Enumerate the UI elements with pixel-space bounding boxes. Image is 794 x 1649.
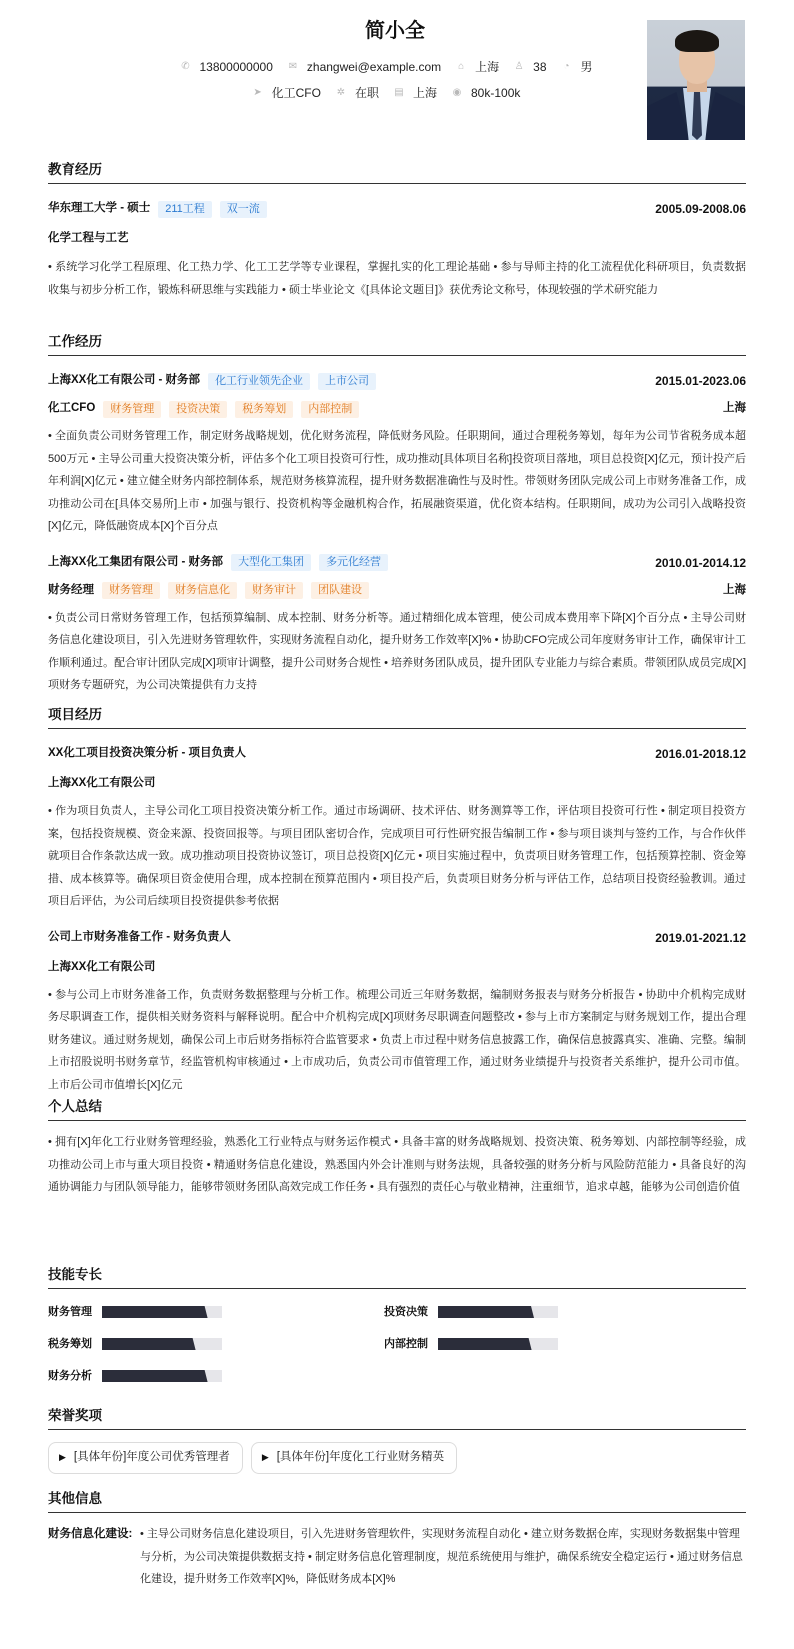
skill-bar-fill xyxy=(438,1306,534,1318)
candidate-name: 简小全 xyxy=(365,20,425,42)
salary: 80k-100k xyxy=(471,86,521,100)
section-education xyxy=(48,160,746,301)
target-position xyxy=(252,84,321,102)
other-info-item xyxy=(48,1523,746,1591)
award-label: [具体年份]年度化工行业财务精英 xyxy=(276,1451,445,1464)
gender: 男 xyxy=(580,60,593,74)
work-date: 2015.01-2023.06 xyxy=(655,374,746,388)
skill-tag: 财务审计 xyxy=(245,582,303,599)
education-date: 2005.09-2008.06 xyxy=(655,202,746,216)
work-company-row xyxy=(48,552,746,574)
building-icon: ▤ xyxy=(394,87,404,98)
skill-label: 财务分析 xyxy=(48,1369,92,1382)
skill-tag: 财务管理 xyxy=(103,401,161,418)
company-tag: 多元化经营 xyxy=(319,554,388,571)
skill-bar-track xyxy=(438,1306,558,1318)
age-icon: ♙ xyxy=(514,61,524,72)
project-entry xyxy=(48,743,746,913)
contact-row-2 xyxy=(48,84,746,102)
skill-item xyxy=(48,1301,384,1323)
company-tag: 大型化工集团 xyxy=(231,554,311,571)
education-entry-header xyxy=(48,198,746,220)
work-description: • 负责公司日常财务管理工作，包括预算编制、成本控制、财务分析等。通过精细化成本管理，使公司成本费用率下降[X]个百分点 • 主导公司财务信息化建设项目，引入先进财务管理软件，实现财务流程自动化，提升财务工作效率[X]% • 协助CFO完成公司年度财务审计工作，确保审计工作顺利通过。配合审计团队完成[X]项审计调整，提升公司财务合规性 • 培养财务团队成员，提升团队专业能力与综合素质。带领团队成员完成[X]项财务专题研究，为公司决策提供有力支持 xyxy=(48,611,746,691)
project-entry xyxy=(48,927,746,1097)
project-date: 2019.01-2021.12 xyxy=(655,930,746,945)
company-name: 上海XX化工集团有限公司 - 财务部 xyxy=(48,555,224,568)
section-awards xyxy=(48,1406,746,1474)
contact-email xyxy=(287,58,441,76)
project-header-row xyxy=(48,743,746,765)
skill-label: 投资决策 xyxy=(384,1305,428,1318)
skill-tag: 团队建设 xyxy=(311,582,369,599)
skill-tag: 财务管理 xyxy=(102,582,160,599)
age: 38 xyxy=(533,60,547,74)
work-entry xyxy=(48,552,746,697)
project-org-row xyxy=(48,773,746,795)
email-address: zhangwei@example.com xyxy=(306,60,442,74)
section-title: 荣誉奖项 xyxy=(48,1406,746,1430)
location: 上海 xyxy=(475,60,500,74)
skill-item xyxy=(384,1301,720,1323)
award-item[interactable] xyxy=(251,1442,457,1474)
contact-phone xyxy=(179,58,272,76)
project-date: 2016.01-2018.12 xyxy=(655,747,746,761)
school-tag: 211工程 xyxy=(158,201,212,218)
project-org: 上海XX化工有限公司 xyxy=(48,777,156,790)
award-item[interactable] xyxy=(48,1442,243,1474)
summary-text: • 拥有[X]年化工行业财务管理经验，熟悉化工行业特点与财务运作模式 • 具备丰富的财务战略规划、投资决策、税务筹划、内部控制等经验，成功推动公司上市与重大项目投资 • 精通财务信息化建设，熟悉国内外会计准则与财务法规，具备较强的财务分析与风险防范能力 • 具备良好的沟通协调能力与团队领导能力，能够带领财务团队高效完成工作任务 • 具有强烈的责任心与敬业精神，注重细节，追求卓越，能够为公司创造价值 xyxy=(48,1136,746,1193)
section-summary xyxy=(48,1097,746,1199)
skill-tag: 财务信息化 xyxy=(168,582,237,599)
major-row xyxy=(48,228,746,250)
other-info-text: • 主导公司财务信息化建设项目，引入先进财务管理软件，实现财务流程自动化 • 建立财务数据仓库，实现财务数据集中管理与分析，为公司决策提供数据支持 • 制定财务信息化管理制度，规范系统使用与维护，确保系统安全稳定运行 • 通过财务信息化建设，提升财务工作效率[X]%，降低财务成本[X]% xyxy=(140,1528,743,1585)
home-icon: ⌂ xyxy=(458,61,465,72)
company-tag: 化工行业领先企业 xyxy=(208,373,310,390)
section-title: 其他信息 xyxy=(48,1489,746,1513)
skill-bar-track xyxy=(102,1306,222,1318)
project-description: • 参与公司上市财务准备工作，负责财务数据整理与分析工作。梳理公司近三年财务数据，编制财务报表与财务分析报告 • 协助中介机构完成财务尽职调查工作，提供相关财务资料与解释说明。配合中介机构完成[X]项财务尽职调查问题整改 • 参与上市方案制定与财务规划工作，提出合理财务建议。通过财务规划，确保公司上市后财务指标符合监管要求 • 负责上市过程中财务信息披露工作，确保信息披露真实、准确、完整。编制上市招股说明书财务章节，经监管机构审核通过 • 上市成功后，负责公司市值管理工作，通过财务业绩提升与投资者关系维护，提升公司市值。上市后公司市值增长[X]亿元 xyxy=(48,988,746,1091)
section-projects xyxy=(48,705,746,1096)
section-other-info xyxy=(48,1489,746,1591)
work-role-row xyxy=(48,398,746,420)
contact-gender xyxy=(561,58,593,76)
skill-label: 内部控制 xyxy=(384,1337,428,1350)
skill-item xyxy=(48,1333,384,1355)
expected-salary xyxy=(451,84,520,102)
skill-bar-track xyxy=(438,1338,558,1350)
job-title: 财务经理 xyxy=(48,583,94,596)
school-degree: 华东理工大学 - 硕士 xyxy=(48,202,151,215)
skill-bar-fill xyxy=(438,1338,532,1350)
work-location: 上海 xyxy=(723,583,746,596)
project-description: • 作为项目负责人，主导公司化工项目投资决策分析工作。通过市场调研、技术评估、财务测算等工作，评估项目投资可行性 • 制定项目投资方案，包括投资规模、资金来源、投资回报等。与项目团队密切合作，完成项目可行性研究报告编制工作 • 参与项目谈判与签约工作，与合作伙伴就项目合作条款达成一致。成功推动项目投资协议签订，项目总投资[X]亿元 • 项目实施过程中，负责项目财务管理工作，包括预算控制、资金筹措、成本核算等。确保项目资金使用合理，成本控制在预算范围内 • 项目投产后，负责项目财务分析与评估工作，总结项目投资经验教训。通过项目后评估，为公司后续项目投资提供参考依据 xyxy=(48,805,746,907)
work-description: • 全面负责公司财务管理工作，制定财务战略规划，优化财务流程，降低财务风险。任职期间，通过合理税务筹划，每年为公司节省税务成本超500万元 • 主导公司重大投资决策分析，评估多个化工项目投资可行性，成功推动[具体项目名称]投资项目落地，项目总投资[X]亿元，预计投产后年利润[X]亿元 • 建立健全财务内部控制体系，规范财务核算流程，提升财务数据准确性与及时性。带领财务团队完成公司上市财务准备工作，成功推动公司在[具体交易所]上市 • 加强与银行、投资机构等金融机构合作，拓展融资渠道，优化资本结构。任职期间，成功为公司引入战略投资[X]亿元，降低融资成本[X]个百分点 xyxy=(48,430,746,532)
photo-hair xyxy=(675,30,719,52)
mail-icon: ✉ xyxy=(288,61,298,72)
contact-location xyxy=(455,58,499,76)
phone-number: 13800000000 xyxy=(199,60,273,74)
skill-label: 税务筹划 xyxy=(48,1337,92,1350)
skill-bar-track xyxy=(102,1338,222,1350)
project-name: XX化工项目投资决策分析 - 项目负责人 xyxy=(48,747,247,760)
project-org-row xyxy=(48,957,746,979)
skills-grid xyxy=(48,1301,746,1387)
job-status xyxy=(335,84,379,102)
work-entry xyxy=(48,370,746,538)
skill-tag: 税务筹划 xyxy=(235,401,293,418)
section-title: 工作经历 xyxy=(48,332,746,356)
awards-list xyxy=(48,1442,746,1474)
skill-bar-fill xyxy=(102,1338,196,1350)
section-work xyxy=(48,332,746,697)
work-role-row xyxy=(48,580,746,602)
work-company-row xyxy=(48,370,746,392)
contact-row-1 xyxy=(48,58,746,76)
target-city xyxy=(393,84,437,102)
company-name: 上海XX化工有限公司 - 财务部 xyxy=(48,374,201,387)
school-tag: 双一流 xyxy=(220,201,267,218)
education-description: • 系统学习化学工程原理、化工热力学、化工工艺学等专业课程，掌握扎实的化工理论基础 • 参与导师主持的化工流程优化科研项目，负责数据收集与初步分析工作，锻炼科研思维与实践能力 • 硕士毕业论文《[具体论文题目]》获优秀论文称号，体现较强的学术研究能力 xyxy=(48,261,746,296)
triangle-right-icon: ▶ xyxy=(261,1452,269,1463)
project-name: 公司上市财务准备工作 - 财务负责人 xyxy=(48,930,231,943)
major: 化学工程与工艺 xyxy=(48,232,129,245)
section-title: 技能专长 xyxy=(48,1265,746,1289)
award-label: [具体年份]年度公司优秀管理者 xyxy=(73,1451,230,1464)
phone-icon: ✆ xyxy=(181,61,190,72)
avatar-photo xyxy=(647,20,745,140)
section-skills xyxy=(48,1265,746,1387)
other-info-label: 财务信息化建设: xyxy=(48,1528,133,1540)
city: 上海 xyxy=(412,86,437,100)
status: 在职 xyxy=(354,86,379,100)
status-icon: ✲ xyxy=(336,87,346,98)
skill-tag: 内部控制 xyxy=(301,401,359,418)
section-title: 个人总结 xyxy=(48,1097,746,1121)
skill-item xyxy=(384,1333,720,1355)
project-org: 上海XX化工有限公司 xyxy=(48,960,156,973)
contact-age xyxy=(513,58,546,76)
skill-tag: 投资决策 xyxy=(169,401,227,418)
send-icon: ➤ xyxy=(253,87,262,98)
salary-icon: ◉ xyxy=(452,87,462,98)
position: 化工CFO xyxy=(271,86,321,100)
project-header-row xyxy=(48,927,746,949)
section-title: 教育经历 xyxy=(48,160,746,184)
skill-item xyxy=(48,1365,384,1387)
resume-header xyxy=(48,0,746,150)
photo-suit-left xyxy=(647,92,689,140)
section-title: 项目经历 xyxy=(48,705,746,729)
skill-bar-track xyxy=(102,1370,222,1382)
gender-icon: ◔ xyxy=(563,61,570,72)
company-tag: 上市公司 xyxy=(318,373,376,390)
skill-label: 财务管理 xyxy=(48,1305,92,1318)
work-location: 上海 xyxy=(723,402,746,415)
work-date: 2010.01-2014.12 xyxy=(655,555,746,570)
skill-bar-fill xyxy=(102,1306,208,1318)
skill-bar-fill xyxy=(102,1370,208,1382)
job-title: 化工CFO xyxy=(48,402,96,415)
triangle-right-icon: ▶ xyxy=(59,1452,66,1463)
